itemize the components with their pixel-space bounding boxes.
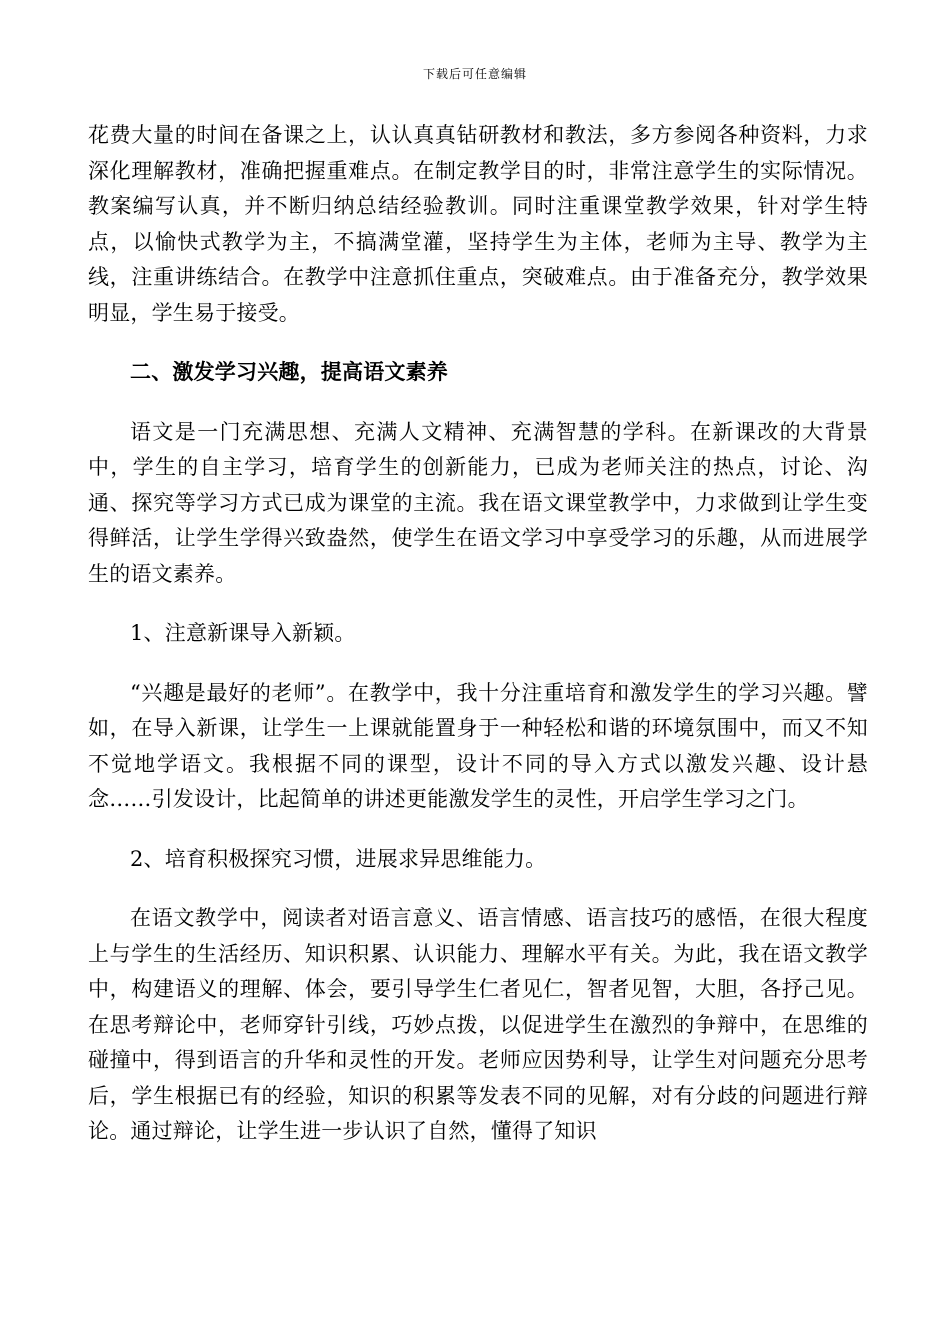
paragraph-chinese-subject: 语文是一门充满思想、充满人文精神、充满智慧的学科。在新课改的大背景中，学生的自主学习，培育学生的创新能力，已成为老师关注的热点，讨论、沟通、探究等学习方式已成为课堂的主流。我在语文课堂教学中，力求做到让学生变得鲜活，让学生学得兴致盎然，使学生在语文学习中享受学习的乐趣，从而进展学生的语文素养。: [88, 419, 868, 586]
subheading-exploration-habit: 2、培育积极探究习惯，进展求异思维能力。: [130, 846, 547, 871]
section-heading-interest: 二、激发学习兴趣，提高语文素养: [130, 360, 448, 384]
paragraph-lesson-preparation: 花费大量的时间在备课之上，认认真真钻研教材和教法，多方参阅各种资料，力求深化理解教材，准确把握重难点。在制定教学目的时，非常注意学生的实际情况。教案编写认真，并不断归纳总结经验教训。同时注重课堂教学效果，针对学生特点，以愉快式教学为主，不搞满堂灌，坚持学生为主体，老师为主导、教学为主线，注重讲练结合。在教学中注意抓住重点，突破难点。由于准备充分，教学效果明显，学生易于接受。: [88, 123, 868, 325]
paragraph-reading-comprehension: 在语文教学中，阅读者对语言意义、语言情感、语言技巧的感悟，在很大程度上与学生的生活经历、知识积累、认识能力、理解水平有关。为此，我在语文教学中，构建语义的理解、体会，要引导学生仁者见仁，智者见智，大胆，各抒己见。在思考辩论中，老师穿针引线，巧妙点拨，以促进学生在激烈的争辩中，在思维的碰撞中，得到语言的升华和灵性的开发。老师应因势利导，让学生对问题充分思考后，学生根据已有的经验，知识的积累等发表不同的见解，对有分歧的问题进行辩论。通过辩论，让学生进一步认识了自然，懂得了知识: [88, 906, 868, 1143]
paragraph-interest-teacher: “兴趣是最好的老师”。在教学中，我十分注重培育和激发学生的学习兴趣。譬如，在导入新课，让学生一上课就能置身于一种轻松和谐的环境氛围中，而又不知不觉地学语文。我根据不同的课型，设计不同的导入方式以激发兴趣、设计悬念……引发设计，比起简单的讲述更能激发学生的灵性，开启学生学习之门。: [88, 680, 868, 811]
page-header: 下载后可任意编辑: [422, 67, 527, 81]
document-body: [88, 118, 868, 1150]
subheading-lesson-introduction: 1、注意新课导入新颖。: [130, 621, 356, 645]
